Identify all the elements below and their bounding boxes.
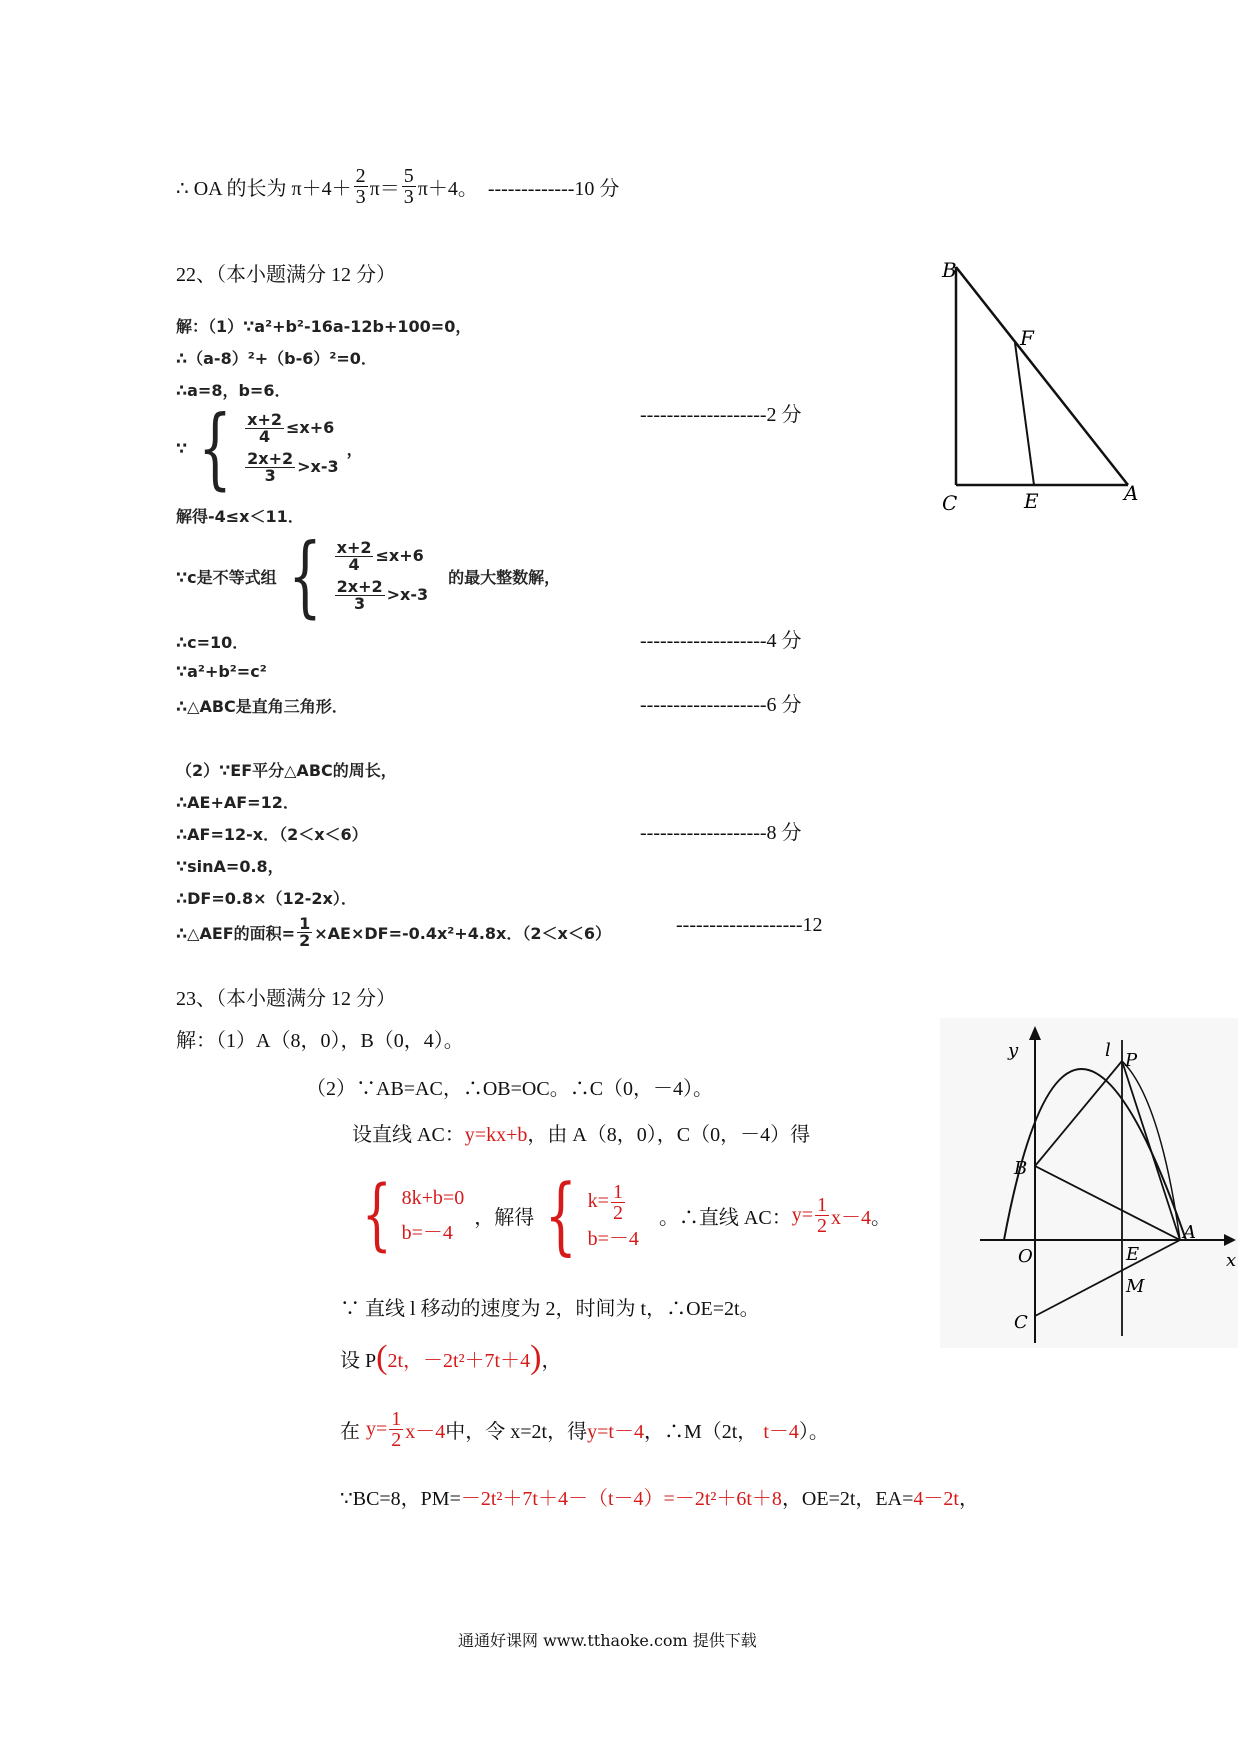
q22-line-8: ∴△ABC是直角三角形． [176,697,348,716]
q22-inequality-system-1: ∵ { $\frac{x+2}{4}$ ≤x+6 $\frac{2x+2}{3}$ >x-3 ， [176,396,363,499]
label-y: y [1008,1040,1019,1061]
label-p: P [1125,1050,1138,1071]
score-8: -------------------8 分 [640,822,802,844]
q22-line-1: 解：（1）∵a²+b²-16a-12b+100=0， [176,317,472,336]
oa-suffix: π＋4。 [417,177,478,200]
q22-part2-line-6: ∴△AEF的面积= $\frac{1}{2}$ ×AE×DF=-0.4x²+4.8x．（2＜x＜6） [176,913,611,950]
q22-inequality-system-2: ∵c是不等式组 { $\frac{x+2}{4}$ ≤x+6 $\frac{2x+2}{3}$ >x-3 的最大整数解， [176,524,561,627]
q22-part2-line-1: （2）∵EF平分△ABC的周长， [176,761,397,780]
label-f: F [1020,326,1034,350]
left-brace-icon: { [544,1166,577,1264]
label-a: A [1124,481,1139,505]
score-2: -------------------2 分 [640,404,802,426]
q22-part2-line-4: ∵sinA=0.8， [176,857,284,876]
oa-prefix: ∴ OA 的长为 π＋4＋ [176,177,352,200]
q23-line-8: ∵BC=8，PM=－2t²＋7t＋4－（t－4）=－2t²＋6t＋8，OE=2t，EA=4－2t， [340,1488,979,1510]
label-b: B [942,258,957,282]
q23-line-6: 设 P ( 2t，－2t²＋7t＋4 ) ， [340,1339,562,1376]
label-a: A [1183,1222,1196,1243]
q22-line-3: ∴a=8，b=6． [176,381,291,400]
fraction-5-3: $\frac{5}{3}$ [403,164,414,208]
oa-length-line [176,163,619,209]
left-brace-icon: { [287,524,322,627]
label-l: l [1105,1040,1111,1061]
score-6: -------------------6 分 [640,694,802,716]
q23-equation-system: { 8k+b=0 b=－4 ，解得 { k= $\frac{1}{2}$ b=－4 。∴直线 AC： y= $\frac{1}{2}$ x－4 。 [361,1166,892,1264]
label-x: x [1226,1250,1237,1271]
oa-mid: π＝ [369,177,400,200]
fraction-2-3: $\frac{2}{3}$ [355,164,366,208]
q23-line-2: （2）∵AB=AC，∴OB=OC。∴C（0，－4）。 [306,1078,714,1100]
coordinate-graph [940,1018,1238,1348]
score-4: -------------------4 分 [640,630,802,652]
q22-part2-line-5: ∴DF=0.8×（12-2x）． [176,889,357,908]
left-brace-icon: { [198,396,232,499]
label-c: C [942,491,958,515]
label-e: E [1024,489,1039,513]
q22-heading: 22、（本小题满分 12 分） [176,264,396,286]
label-e: E [1126,1244,1140,1265]
label-c: C [1014,1312,1028,1333]
score-10: -------------10 分 [487,177,620,200]
q22-line-2: ∴（a-8）²+（b-6）²=0． [176,349,377,368]
label-b: B [1014,1158,1028,1179]
q22-line-4: 解得-4≤x＜11． [176,507,304,526]
q22-part2-line-3: ∴AF=12-x．（2＜x＜6） [176,825,368,844]
score-12: -------------------12 [676,914,823,936]
q23-heading: 23、（本小题满分 12 分） [176,988,396,1010]
label-m: M [1126,1276,1145,1297]
triangle-figure [930,255,1140,520]
q23-line-5: ∵ 直线 l 移动的速度为 2，时间为 t，∴OE=2t。 [340,1298,760,1320]
q22-part2-line-2: ∴AE+AF=12． [176,793,299,812]
page-footer: 通通好课网 www.tthaoke.com 提供下载 [458,1631,757,1650]
q22-line-6: ∴c=10． [176,633,249,652]
left-brace-icon: { [361,1170,392,1260]
q23-line-1: 解：（1）A（8，0），B（0，4）。 [176,1030,464,1052]
q23-line-3: 设直线 AC：y=kx+b，由 A（8，0），C（0，－4）得 [352,1124,811,1146]
label-o: O [1018,1246,1033,1267]
q23-line-7: 在 y= $\frac{1}{2}$ x－4 中，令 x=2t，得 y=t－4 ，∴M（2t， t－4 ）。 [340,1407,829,1451]
q22-line-7: ∵a²+b²=c² [176,662,267,681]
